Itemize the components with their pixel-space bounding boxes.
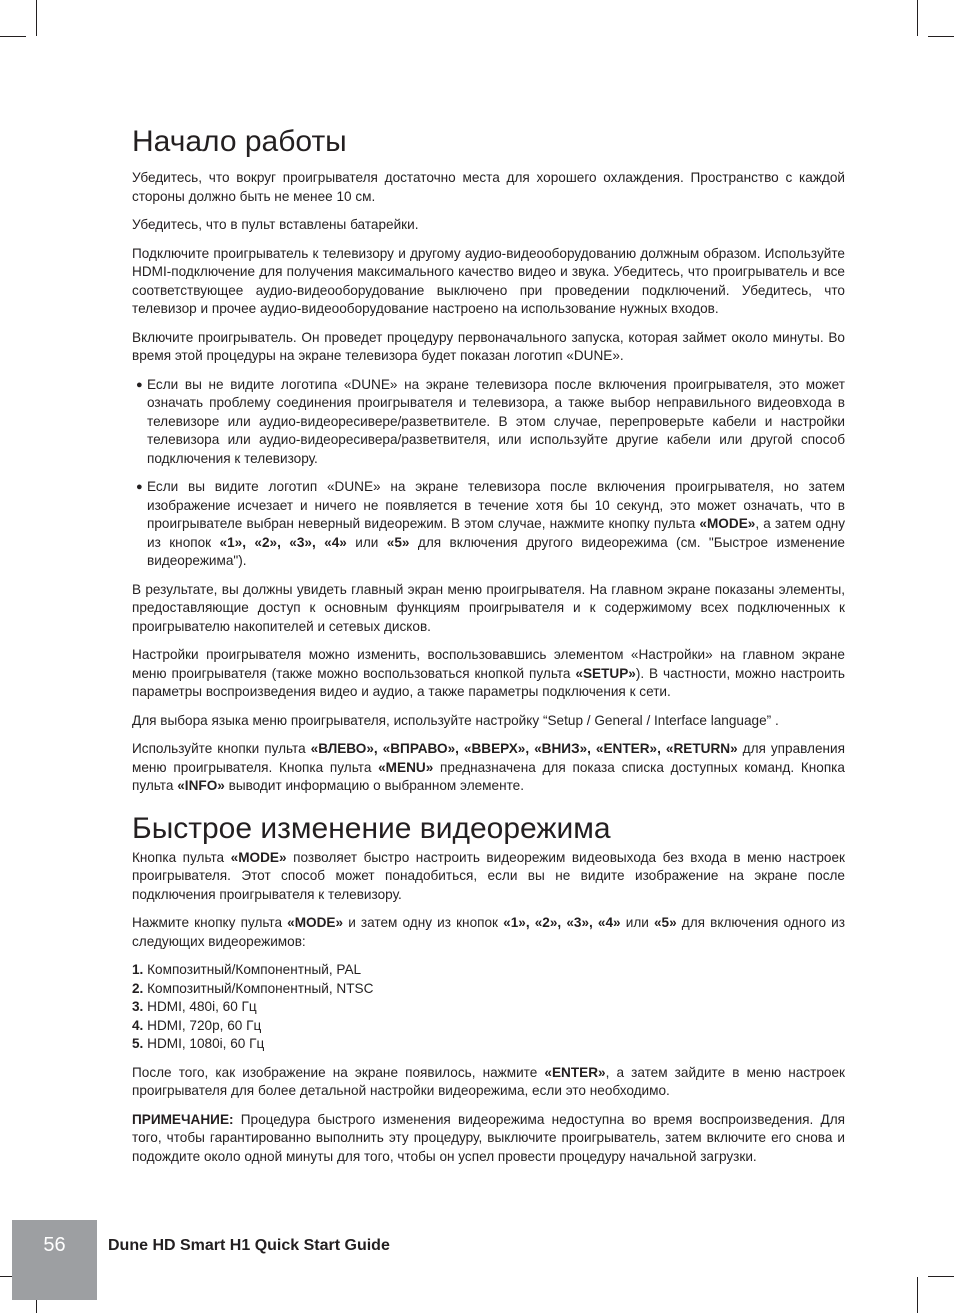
text-run: Кнопка пульта bbox=[132, 849, 231, 865]
text-run: для включения одного из следующих видеорежимов: bbox=[132, 915, 845, 949]
text-run: Настройки проигрывателя можно изменить, воспользовавшись элементом «Настройки» на главном экране меню проигрывателя (также можно воспользоваться кнопкой пульта bbox=[132, 647, 845, 681]
button-reference: «INFO» bbox=[177, 778, 225, 793]
button-reference: «1», «2», «3», «4» bbox=[219, 534, 347, 550]
paragraph: Подключите проигрыватель к телевизору и другому аудио-видеооборудованию должным образом. Используйте HDMI-подключение для получения максимального качество видео и звука. Убедитесь, что проигрыватель и все соответствующее аудио-видеооборудование выключено при проведении подключений. Убедитесь, что телевизор и прочее аудио-видеооборудование настроено на использование нужных входов. bbox=[132, 245, 845, 316]
note-paragraph bbox=[132, 1111, 845, 1167]
bullet-list bbox=[132, 376, 845, 571]
list-item-text: HDMI, 480i, 60 Гц bbox=[143, 999, 257, 1014]
bullet-icon: ● bbox=[136, 481, 143, 493]
page-number-box bbox=[12, 1220, 97, 1300]
list-item-text: для включения другого видеорежима (см. "Быстрое изменение видеорежима"). bbox=[147, 534, 845, 568]
page-content bbox=[132, 124, 845, 1176]
paragraph bbox=[132, 646, 845, 702]
text-run: , а затем зайдите в меню настроек проигрывателя для более детальной настройки видеорежима, если это необходимо. bbox=[132, 1064, 845, 1098]
button-reference: «MODE» bbox=[230, 849, 287, 865]
page-number: 56 bbox=[43, 1234, 66, 1256]
text-run: ). В частности, можно настроить параметры воспроизведения видео и аудио, а также параметры подключения к сети. bbox=[132, 665, 845, 699]
button-reference: «ВЛЕВО», «ВПРАВО», «ВВЕРХ», «ВНИЗ», «ENTER», «RETURN» bbox=[310, 741, 738, 756]
list-item-text: Композитный/Компонентный, NTSC bbox=[143, 980, 374, 996]
button-reference: «5» bbox=[386, 534, 410, 550]
list-item-text: или bbox=[346, 534, 387, 550]
list-item-number: 5. bbox=[132, 1036, 144, 1051]
crop-mark bbox=[928, 36, 954, 37]
text-run: выводит информацию о выбранном элементе. bbox=[224, 778, 525, 793]
text-run: для управления меню проигрывателя. Кнопка пульта bbox=[132, 741, 846, 775]
text-run: Используйте кнопки пульта bbox=[132, 741, 311, 756]
list-item bbox=[132, 998, 845, 1017]
guide-title: Dune HD Smart H1 Quick Start Guide bbox=[108, 1237, 390, 1254]
bullet-icon: ● bbox=[136, 378, 143, 391]
crop-mark bbox=[36, 0, 37, 36]
list-item-number: 4. bbox=[132, 1017, 144, 1033]
list-item-text: Если вы видите логотип «DUNE» на экране телевизора после включения проигрывателя, но затем изображение исчезает и ничего не появляется в течение хотя бы 10 секунд, это может означать, что в проигрывателе выбран неверный видеорежим. В этом случае, нажмите кнопку пульта bbox=[147, 479, 845, 531]
paragraph bbox=[132, 914, 845, 951]
list-item bbox=[132, 980, 845, 999]
text-run: и затем одну из кнопок bbox=[343, 915, 504, 930]
text-run: позволяет быстро настроить видеорежим видеовыхода без входа в меню настроек проигрывателя. Этот способ может понадобиться, если вы не видите изображение на экране после подключения проигрывателя к телевизору. bbox=[132, 849, 845, 902]
note-label: ПРИМЕЧАНИЕ: bbox=[132, 1111, 234, 1127]
paragraph: Для выбора языка меню проигрывателя, используйте настройку “Setup / General / Interface language” . bbox=[132, 712, 779, 728]
text-run: предназначена для показа списка доступных команд. Кнопка пульта bbox=[132, 759, 845, 793]
text-run: Нажмите кнопку пульта bbox=[132, 915, 288, 930]
crop-mark bbox=[0, 36, 26, 37]
list-item bbox=[132, 961, 845, 980]
button-reference: «SETUP» bbox=[575, 665, 636, 681]
paragraph bbox=[132, 1064, 845, 1101]
list-item bbox=[132, 478, 845, 571]
section-title-getting-started: Начало работы bbox=[132, 125, 347, 158]
button-reference: «1», «2», «3», «4» bbox=[503, 915, 621, 930]
crop-mark bbox=[928, 1276, 954, 1277]
list-item-text: Если вы не видите логотипа «DUNE» на экране телевизора после включения проигрывателя, это может означать проблему соединения проигрывателя и телевизора, а также выбор неправильного видеовхода в телевизоре или аудио-видеоресивере/разветвителе. В этом случае, перепроверьте кабели и настройки телевизора или аудио-видеоресивера/разветвителя, или используйте другие кабели или другой способ подключения к телевизору. bbox=[147, 376, 845, 466]
list-item bbox=[132, 1017, 845, 1036]
list-item-number: 3. bbox=[132, 999, 144, 1014]
paragraph bbox=[132, 849, 845, 905]
button-reference: «5» bbox=[653, 915, 677, 930]
button-reference: «MENU» bbox=[378, 759, 434, 775]
list-item-text: , а затем одну из кнопок bbox=[147, 516, 846, 550]
crop-mark bbox=[917, 0, 918, 36]
paragraph: Убедитесь, что вокруг проигрывателя достаточно места для хорошего охлаждения. Пространство с каждой стороны должно быть не менее 10 см. bbox=[132, 170, 845, 204]
text-run: или bbox=[620, 915, 654, 930]
button-reference: «MODE» bbox=[699, 516, 756, 531]
crop-mark bbox=[917, 1277, 918, 1313]
note-text: Процедура быстрого изменения видеорежима недоступна во время воспроизведения. Для того, чтобы гарантированно выполнить эту процедуру, выключите проигрыватель, затем включите его снова и подождите около одной минуты для того, чтобы он успел провести процедуру начальной загрузки. bbox=[132, 1111, 845, 1164]
list-item-text: HDMI, 1080i, 60 Гц bbox=[143, 1036, 265, 1051]
list-item-number: 2. bbox=[132, 980, 144, 996]
list-item-number: 1. bbox=[132, 962, 144, 977]
button-reference: «ENTER» bbox=[544, 1064, 606, 1080]
button-reference: «MODE» bbox=[287, 915, 344, 930]
paragraph: В результате, вы должны увидеть главный экран меню проигрывателя. На главном экране показаны элементы, предоставляющие доступ к основным функциям проигрывателя и к содержимому всех подключенных к проигрывателю накопителей и сетевых дисков. bbox=[132, 581, 845, 634]
text-run: После того, как изображение на экране появилось, нажмите bbox=[132, 1064, 545, 1080]
paragraph: Включите проигрыватель. Он проведет процедуру первоначального запуска, которая займет около минуты. Во время этой процедуры на экране телевизора будет показан логотип «DUNE». bbox=[132, 329, 845, 363]
list-item-text: Композитный/Компонентный, PAL bbox=[143, 962, 362, 977]
paragraph bbox=[132, 740, 845, 796]
list-item bbox=[132, 376, 845, 469]
video-mode-list bbox=[132, 961, 845, 1054]
list-item-text: HDMI, 720p, 60 Гц bbox=[143, 1017, 262, 1033]
list-item bbox=[132, 1035, 845, 1054]
section-title-video-mode: Быстрое изменение видеорежима bbox=[132, 811, 611, 845]
paragraph: Убедитесь, что в пульт вставлены батарейки. bbox=[132, 217, 419, 232]
